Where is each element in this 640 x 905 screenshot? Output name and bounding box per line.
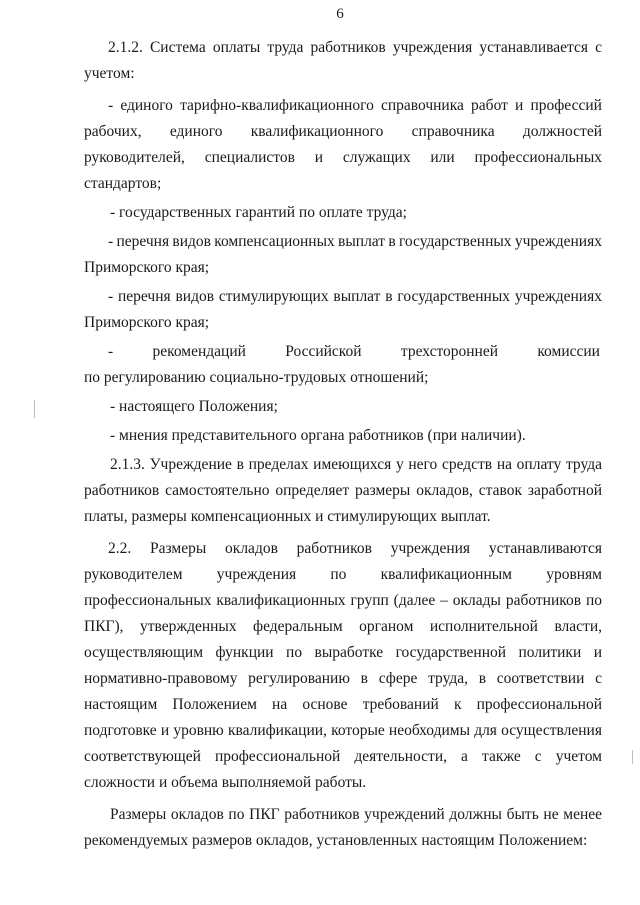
word: - xyxy=(108,343,114,360)
list-item-1-first-line xyxy=(84,93,602,119)
word: перечня xyxy=(118,288,171,305)
list-item-2: - государственных гарантий по оплате труда; xyxy=(110,204,407,221)
paragraph-2-1-2-first-line xyxy=(84,35,602,61)
word: в xyxy=(385,288,393,305)
list-item-3-first-line xyxy=(84,229,602,255)
word: тарифно-квалификационного xyxy=(180,97,374,114)
list-item-5-second-line: по регулированию социально-трудовых отношений; xyxy=(84,369,429,386)
paragraph-2-1-3: 2.1.3. Учреждение в пределах имеющихся у него средств на оплату труда работников самостоятельно определяет размеры окладов, ставок заработной платы, размеры компенсационных и стимулирующих выплат. xyxy=(84,456,602,525)
page-number: 6 xyxy=(336,6,344,22)
word: справочника xyxy=(380,97,464,114)
word: учреждения xyxy=(390,540,471,557)
word: государственных xyxy=(398,233,512,250)
word: труда xyxy=(267,39,304,56)
scan-edge-mark-right xyxy=(632,750,633,764)
list-item-7: - мнения представительного органа работников (при наличии). xyxy=(110,427,526,444)
list-item-3-second-line: Приморского края; xyxy=(84,259,210,276)
word: единого xyxy=(120,97,173,114)
list-item-5-first-line xyxy=(84,339,602,365)
list-item-4-second-line: Приморского края; xyxy=(84,314,210,331)
list-item-6: - настоящего Положения; xyxy=(110,398,278,415)
word: государственных xyxy=(397,288,511,305)
list-item-1-continuation: рабочих, единого квалификационного справочника должностей руководителей, специалистов и служащих или профессиональных стандартов; xyxy=(84,123,602,192)
word: компенсационных xyxy=(214,233,335,250)
document-body xyxy=(84,35,602,854)
word: Российской xyxy=(285,343,362,360)
word: Система xyxy=(149,39,206,56)
word: оплаты xyxy=(212,39,261,56)
word: комиссии xyxy=(537,343,600,360)
word: работ xyxy=(471,97,508,114)
word: - xyxy=(108,288,114,305)
word: трехсторонней xyxy=(400,343,499,360)
word: рекомендаций xyxy=(152,343,246,360)
paragraph-2-1-2-second-line: учетом: xyxy=(84,65,135,82)
word: работников xyxy=(310,39,386,56)
word: профессий xyxy=(530,97,602,114)
word: выплат xyxy=(338,233,386,250)
paragraph-2-2-continuation: руководителем учреждения по квалификационным уровням профессиональных квалификационных групп (далее – оклады работников по ПКГ), утвержденных федеральным органом исполнительной власти, осуществляющим функции по выработке государственной политики и нормативно-правовому регулированию в сфере труда, в соответствии с настоящим Положением на основе требований к профессиональной подготовке и уровню квалификации, которые необходимы для осуществления соответствующей профессиональной деятельности, а также с учетом сложности и объема выполняемой работы. xyxy=(84,566,602,791)
word: - xyxy=(108,97,114,114)
word: видов xyxy=(175,288,215,305)
word: 2.1.2. xyxy=(108,39,143,56)
word: устанавливается xyxy=(479,39,588,56)
word: 2.2. xyxy=(108,540,132,557)
word: работников xyxy=(296,540,372,557)
word: перечня xyxy=(116,233,170,250)
word: и xyxy=(515,97,524,114)
word: учреждения xyxy=(392,39,473,56)
paragraph-oklady-minimum: Размеры окладов по ПКГ работников учреждений должны быть не менее рекомендуемых размеров окладов, установленных настоящим Положением: xyxy=(84,806,602,849)
word: Размеры xyxy=(150,540,207,557)
word: выплат xyxy=(333,288,381,305)
word: в xyxy=(388,233,396,250)
word: - xyxy=(108,233,114,250)
word: учреждениях xyxy=(514,288,602,305)
word: учреждениях xyxy=(514,233,602,250)
paragraph-2-2-first-line xyxy=(84,536,602,562)
scan-edge-mark-left xyxy=(34,400,35,418)
word: с xyxy=(595,39,602,56)
word: видов xyxy=(172,233,211,250)
word: стимулирующих xyxy=(218,288,329,305)
word: окладов xyxy=(225,540,278,557)
word: устанавливаются xyxy=(488,540,602,557)
list-item-4-first-line xyxy=(84,284,602,310)
